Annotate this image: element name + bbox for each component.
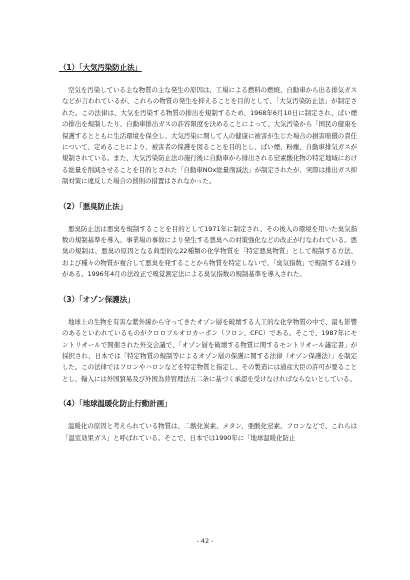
section-2-heading <box>59 201 357 212</box>
section-4-heading <box>59 398 357 409</box>
section-1-heading-text: （1）「大気汚染防止法」 <box>59 63 142 72</box>
section-3-paragraph: 地球上の生物を有害な紫外線から守ってきたオゾン層を破壊する人工的な化学物質の中で、最も影響のあるといわれているものがクロロフルオロカーボン（フロン、CFC）である。そこで、1987年にモントリオールで開催された外交会議で、「オゾン層を破壊する物質に関するモントリオール議定書」が採択され、日本では「特定物質の規制等によるオゾン層の保護に関する法律（オゾン保護法）」を制定した。この法律ではフロンやハロンなどを特定物質と指定し、その製造には通産大臣の許可が要ることとし、輸入には外国貿易及び外国為替管理法五二条に基づく承認を受けなければならないとしている。 <box>62 317 357 383</box>
section-2-paragraph: 悪臭防止法は悪臭を規制することを目的として1971年に制定され、その後入の環境を用いた臭気指数の規制基準を導入、事業場の事故により発生する悪臭への対策強化などの改正が行なわれている。悪臭の規制は、悪臭の原因となる典型的な22種類の化学物質を「特定悪臭物質」として規制する方法、および種々の物質が複合して悪臭を発することから物質を特定しないで、「臭気指数」で規制する2通りがある。1996年4月の法改正で嗅覚測定法による臭気指数の規制基準を導入された。 <box>62 224 357 279</box>
section-3-heading-text: （3）「オゾン保護法」 <box>59 294 135 304</box>
page-number: - 42 - <box>196 537 214 545</box>
section-4-paragraph: 温暖化の原因と考えられている物質は、二酸化炭素、メタン、亜酸化窒素、フロンなどで、これらは「温室効果ガス」と呼ばれている。そこで、日本では1990年に「地球温暖化防止 <box>62 422 357 442</box>
section-4-heading-text: （4）「地球温暖化防止行動計画」 <box>59 399 172 409</box>
main-content <box>59 62 357 444</box>
section-1-paragraph: 空気を汚染している主な物質の主な発生の原因は、工場による燃料の燃焼、自動車から出る排気ガスなどが言われているが、これらの物質の発生を抑えることを目的として、「大気汚染防止法」が制定された。この法律は、大気を汚染する物質の排出を規制するため、1968年6月10日に制定され、ばい煙の排出を規制したり、自動車排出ガスの許容限度を決めることによって、大気汚染から「国民の健康を保護するとともに生活環境を保全し、大気汚染に関して人の健康に被害が生じた場合の損害賠償の責任について、定めることにより、被害者の保護を図ることを目的とし、ばい煙、粉塵、自動車排気ガスが規制されている。また、大気汚染防止法の施行後に自動車から排出される窒素酸化物の特定地域における総量を削減させることを目的とされた「自動車NOx総量削減法」が制定されたが、実際は排出ガス抑制対策に違反した場合の罰則の措置はされなかった。 <box>62 86 357 186</box>
section-3-heading <box>59 294 357 305</box>
section-2-heading-text: （2）「悪臭防止法」 <box>59 201 127 211</box>
section-1-heading <box>59 62 357 73</box>
